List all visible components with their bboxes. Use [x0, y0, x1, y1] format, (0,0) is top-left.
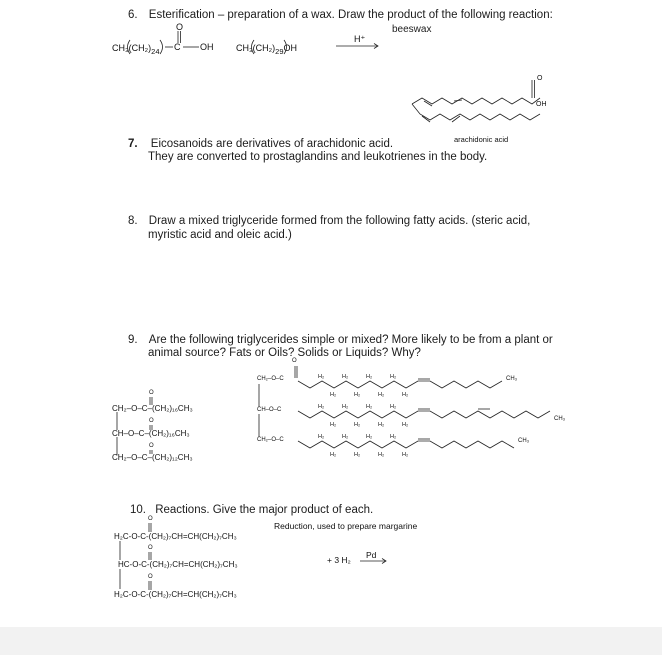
acid-ch3: CH₃	[112, 43, 129, 53]
arachidonic-lower-chain	[412, 104, 540, 120]
chain-h2-label: H₂	[330, 392, 337, 398]
right-tg-ch2-top: CH₂–O–C	[257, 376, 284, 382]
question-9-line1: Are the following triglycerides simple or mixed? More likely to be from a plant or	[148, 334, 553, 346]
chain-h2-label: H₂	[342, 404, 349, 410]
bottom-bar	[0, 627, 662, 655]
acid-paren-left	[128, 40, 131, 54]
question-8-line2: myristic acid and oleic acid.)	[148, 229, 292, 241]
chain-h2-label: H₂	[342, 434, 349, 440]
q10-row2: HC-O-C-(CH₂)₇CH=CH(CH₂)₇CH₃	[118, 560, 238, 569]
question-6-text: Esterification – preparation of a wax. Draw the product of the following reaction:	[148, 9, 553, 21]
chain-h2-label: H₂	[402, 452, 409, 458]
question-8-line1: Draw a mixed triglyceride formed from the following fatty acids. (steric acid,	[148, 215, 531, 227]
acid-oh: OH	[200, 42, 214, 52]
q10-o3: O	[148, 574, 153, 580]
chain-h2-label: H₂	[366, 434, 373, 440]
question-9-line2: animal source? Fats or Oils? Solids or Liquids? Why?	[148, 347, 421, 359]
arachidonic-upper-chain	[412, 98, 540, 104]
question-10-title: Reactions. Give the major product of each.	[155, 504, 374, 516]
acid-ch2-group: (CH₂)	[128, 43, 152, 53]
question-7-line2: They are converted to prostaglandins and leukotrienes in the body.	[148, 151, 488, 163]
left-tg-o1: O	[149, 390, 154, 396]
question-6-number: 6.	[128, 9, 138, 21]
right-tg-chain-3	[298, 441, 514, 448]
right-tg-o: O	[292, 358, 297, 364]
right-tg-ch2-bot: CH₂–O–C	[257, 437, 284, 443]
left-tg-row2: CH–O–C–(CH₂)₁₆CH₃	[112, 429, 190, 438]
left-tg-row3: CH₂–O–C–(CH₂)₁₂CH₃	[112, 453, 193, 462]
right-tg-chain-1	[298, 381, 502, 388]
q10-row3: H₂C-O-C-(CH₂)₇CH=CH(CH₂)₇CH₃	[114, 590, 237, 599]
beeswax-label: beeswax	[392, 24, 432, 35]
right-tg-ch3-bot: CH₃	[518, 438, 530, 444]
arachidonic-acid-label: arachidonic acid	[454, 135, 509, 144]
chain-h2-label: H₂	[378, 452, 385, 458]
alcohol-subscript: 29	[275, 46, 284, 56]
alcohol-ch3: CH₃	[236, 43, 253, 53]
right-tg-chain-2	[298, 411, 550, 418]
chain-h2-label: H₂	[378, 392, 385, 398]
left-tg-o2: O	[149, 418, 154, 424]
right-tg-ch-mid: CH–O–C	[257, 407, 282, 413]
question-8-number: 8.	[128, 215, 138, 227]
chain-h2-label: H₂	[330, 422, 337, 428]
chain-h2-label: H₂	[390, 404, 397, 410]
reduction-note: Reduction, used to prepare margarine	[274, 521, 418, 531]
question-7-line1: Eicosanoids are derivatives of arachidonic acid.	[150, 138, 394, 150]
question-9-number: 9.	[128, 334, 138, 346]
chain-h2-label: H₂	[318, 374, 325, 380]
q10-o2: O	[148, 545, 153, 551]
acid-catalyst: H⁺	[354, 34, 366, 44]
q10-row1: H₂C-O-C-(CH₂)₇CH=CH(CH₂)₇CH₃	[114, 532, 237, 541]
left-tg-row1: CH₂–O–C–(CH₂)₁₆CH₃	[112, 404, 193, 413]
chain-h2-label: H₂	[402, 422, 409, 428]
question-7-number: 7.	[128, 138, 138, 150]
alcohol-oh: OH	[283, 43, 298, 53]
alcohol-paren-left	[252, 40, 255, 54]
chain-h2-label: H₂	[366, 404, 373, 410]
chain-h2-label: H₂	[318, 404, 325, 410]
chain-h2-label: H₂	[402, 392, 409, 398]
acid-paren-right	[160, 40, 163, 54]
chain-h2-label: H₂	[354, 392, 361, 398]
arachidonic-oh: OH	[536, 101, 547, 108]
arachidonic-o: O	[537, 75, 543, 82]
left-tg-o3: O	[149, 443, 154, 449]
arachidonic-double-4	[452, 116, 460, 122]
acid-carbon: C	[174, 42, 181, 52]
chain-h2-label: H₂	[354, 422, 361, 428]
chain-h2-label: H₂	[378, 422, 385, 428]
chain-h2-label: H₂	[366, 374, 373, 380]
right-tg-ch3-mid: CH₃	[554, 416, 566, 422]
alcohol-ch2-group: (CH₂)	[252, 43, 276, 53]
acid-subscript: 24	[151, 46, 160, 56]
chain-h2-label: H₂	[342, 374, 349, 380]
chain-h2-label: H₂	[390, 374, 397, 380]
q10-o1: O	[148, 516, 153, 522]
right-tg-ch3-top: CH₃	[506, 376, 518, 382]
chain-h2-label: H₂	[318, 434, 325, 440]
arachidonic-double-2	[454, 100, 462, 101]
question-10-number: 10.	[130, 504, 146, 516]
chain-h2-label: H₂	[354, 452, 361, 458]
chain-h2-label: H₂	[390, 434, 397, 440]
acid-carbonyl-oxygen: O	[176, 22, 184, 32]
chain-h2-label: H₂	[330, 452, 337, 458]
hydrogen-reagent: + 3 H₂	[327, 555, 351, 565]
alcohol-paren-right	[284, 40, 287, 54]
palladium-catalyst: Pd	[366, 550, 377, 560]
